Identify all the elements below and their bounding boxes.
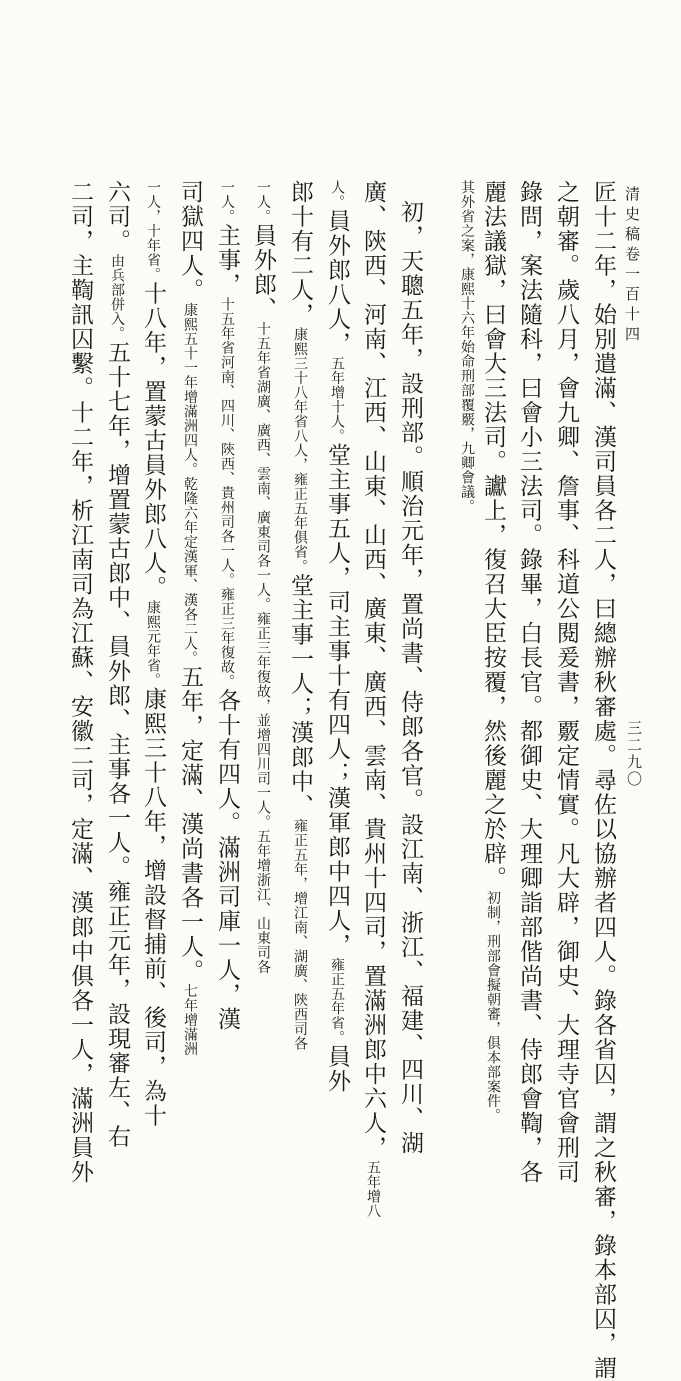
main-text: 廣、陝西、河南、江西、山東、山西、廣東、廣西、雲南、貴州十四司，置滿洲郎中六人， (360, 180, 386, 1160)
main-text: 錄問，案法隨科，曰會小三法司。錄畢，白長官。都御史、大理卿詣部偕尚書、侍郎會鞫，各 (516, 180, 542, 1185)
main-text: 康熙三十八年，增設督捕前、後司，為十 (140, 687, 166, 1128)
note-text: 雍正五年省。 (329, 957, 345, 1045)
text-column-9 (283, 180, 317, 1051)
note-text: 人。 (329, 180, 345, 209)
page-number: 三二九〇 (625, 720, 643, 788)
text-column-6 (393, 200, 427, 1156)
main-text: 郎十有二人， (287, 180, 313, 327)
text-column-1 (586, 180, 620, 1381)
note-text: 康熙五十一年增滿洲四人。乾隆六年定漢軍、漢各二人。 (182, 302, 198, 665)
main-text: 員外郎八人， (324, 209, 350, 356)
main-text: 司獄四人。 (177, 180, 203, 303)
text-column-15 (63, 180, 97, 1185)
note-text: 五年增十人。 (329, 356, 345, 443)
text-column-2 (549, 180, 583, 1185)
text-column-7 (356, 180, 390, 1218)
note-text: 康熙三十八年省八人，雍正五年俱省。 (292, 327, 308, 574)
note-text: 七年增滿洲 (182, 983, 198, 1056)
main-text: 員外 (324, 1044, 350, 1094)
main-text: 五年，定滿、漢尚書各一人。 (177, 665, 203, 984)
note-text: 雍正五年，增江南、湖廣、陝西司各 (292, 818, 308, 1051)
text-column-14 (100, 180, 134, 1149)
main-text: 堂主事一人；漢郎中、 (287, 573, 313, 819)
page-header-title: 清史稿卷一百十四 (623, 186, 641, 346)
main-text: 主事， (214, 223, 240, 297)
note-text: 十五年省湖廣、廣西、雲南、廣東司各一人。雍正三年復故，並增四川司一人。五年增浙江、山東司各 (255, 321, 271, 974)
note-text: 一人，十年省。 (145, 180, 161, 282)
main-text: 五十七年，增置蒙古郎中、員外郎、主事各一人。雍正元年，設現審左、右 (104, 340, 130, 1149)
text-column-10 (246, 180, 280, 974)
text-column-5 (446, 180, 480, 960)
main-text: 麗法議獄，曰會大三法司。讞上，復召大臣按覆，然後麗之於辟。 (480, 180, 506, 891)
main-text: 之朝審。歲八月，會九卿、詹事、科道公閱爰書，覈定情實。凡大辟，御史、大理寺官會刑司 (553, 180, 579, 1185)
note-text: 初制，刑部會擬朝審，俱本部案件。 (485, 890, 501, 1123)
main-text: 二司，主鞫訊囚繫。十二年，析江南司為江蘇、安徽二司，定滿、漢郎中俱各一人，滿洲員外 (67, 180, 93, 1185)
text-column-4 (476, 180, 510, 1123)
note-text: 康熙元年省。 (145, 600, 161, 687)
main-text: 堂主事五人，司主事十有四人；漢軍郎中四人， (324, 443, 350, 958)
text-column-12 (173, 180, 207, 1056)
note-text: 一人。 (255, 180, 271, 224)
note-text: 其外省之案，康熙十六年始命刑部覆覈，九卿會議。 (459, 180, 475, 514)
note-text: 一人。 (219, 180, 235, 224)
main-text: 初，天聰五年，設刑部。順治元年，置尚書、侍郎各官。設江南、浙江、福建、四川、湖 (397, 200, 423, 1156)
main-text: 六司。 (104, 180, 130, 254)
main-text: 匠十二年，始別遣滿、漢司員各二人，曰總辦秋審處。尋佐以協辦者四人。錄各省囚，謂之秋審，錄本部囚，謂 (590, 180, 616, 1381)
text-column-13 (136, 180, 170, 1128)
note-text: 五年增八 (365, 1160, 381, 1218)
text-column-11 (210, 180, 244, 1032)
main-text: 員外郎、 (250, 223, 276, 322)
main-text: 各十有四人。滿洲司庫一人，漢 (214, 688, 240, 1032)
note-text: 由兵部併入。 (109, 253, 125, 341)
text-column-8 (320, 180, 354, 1094)
text-column-3 (512, 180, 546, 1185)
note-text: 十五年省河南、四川、陝西、貴州司各一人。雍正三年復故。 (219, 297, 235, 689)
main-text: 十八年，置蒙古員外郎八人。 (140, 281, 166, 600)
